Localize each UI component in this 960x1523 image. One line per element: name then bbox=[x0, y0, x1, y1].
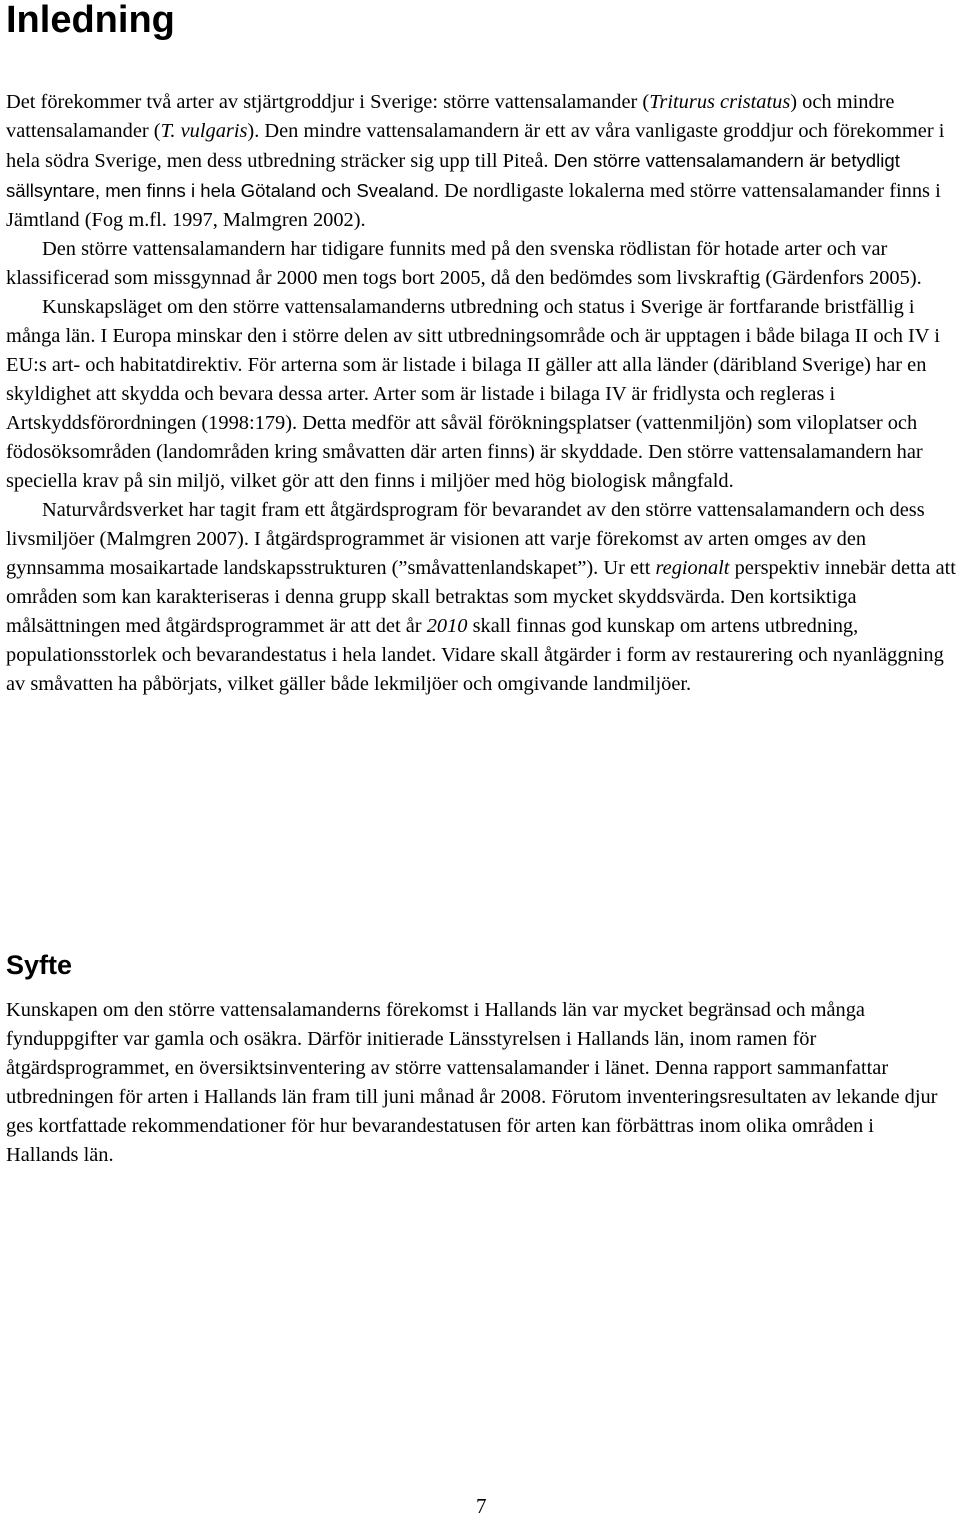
text-run: Det förekommer två arter av stjärtgroddjur i Sverige: större vattensalamander ( bbox=[6, 91, 650, 113]
text-run: ) och mindre vattensalamander ( bbox=[6, 91, 895, 142]
emphasis-italic: 2010 bbox=[426, 615, 468, 637]
section-heading-syfte: Syfte bbox=[6, 950, 73, 980]
intro-paragraph-4 bbox=[6, 496, 956, 699]
intro-paragraph-3: Kunskapsläget om den större vattensalamanderns utbredning och status i Sverige är fortfarande bristfällig i många län. I Europa minskar den i större delen av sitt utbredningsområde och är upptagen i både bilaga II och IV i EU:s art- och habitatdirektiv. För arterna som är listade i bilaga II gäller att alla länder (däribland Sverige) har en skyldighet att skydda och bevara dessa arter. Arter som är listade i bilaga IV är fridlysta och regleras i Artskyddsförordningen (1998:179). Detta medför att såväl förökningsplatser (vattenmiljön) som viloplatser och födosöksområden (landområden kring småvatten där arten finns) är skyddade. Den större vattensalamandern har speciella krav på sin miljö, vilket gör att den finns i miljöer med hög biologisk mångfald. bbox=[6, 296, 940, 492]
species-name-italic: Triturus cristatus bbox=[649, 91, 791, 113]
text-run: Naturvårdsverket har tagit fram ett åtgärdsprogram för bevarandet av den större vattensalamandern och dess livsmiljöer (Malmgren 2007). I åtgärdsprogrammet är visionen att varje förekomst av arten omges av den gynnsamma mosaikartade landskapsstrukturen (”småvattenlandskapet”). Ur ett bbox=[6, 499, 925, 579]
text-run-sans: Den större vattensalamandern är betydligt sällsyntare, men finns i hela Götaland och Svealand. bbox=[6, 150, 900, 201]
intro-section bbox=[6, 88, 956, 699]
emphasis-italic: regionalt bbox=[655, 557, 730, 579]
text-run: skall finnas god kunskap om artens utbredning, populationsstorlek och bevarandestatus i hela landet. Vidare skall åtgärder i form av restaurering och nyanläggning av småvatten ha påbörjats, vilket gäller både lekmiljöer och omgivande landmiljöer. bbox=[6, 615, 944, 695]
purpose-paragraph-1: Kunskapen om den större vattensalamanderns förekomst i Hallands län var mycket begränsad och många fynduppgifter var gamla och osäkra. Därför initierade Länsstyrelsen i Hallands län, inom ramen för åtgärdsprogrammet, en översiktsinventering av större vattensalamander i länet. Denna rapport sammanfattar utbredningen för arten i Hallands län fram till juni månad år 2008. Förutom inventeringsresultaten av lekande djur ges kortfattade rekommendationer för hur bevarandestatusen för arten kan förbättras inom olika områden i Hallands län. bbox=[6, 999, 938, 1166]
purpose-section bbox=[6, 996, 951, 1170]
text-run: ). Den mindre vattensalamandern är ett av våra vanligaste groddjur och förekommer i hela södra Sverige, men dess utbredning sträcker sig upp till Piteå. bbox=[6, 120, 945, 172]
text-run: De nordligaste lokalerna med större vattensalamander finns i Jämtland (Fog m.fl. 1997, Malmgren 2002). bbox=[6, 180, 941, 231]
text-run: perspektiv innebär detta att områden som kan karakteriseras i denna grupp skall betraktas som mycket skyddsvärda. Den kortsiktiga målsättningen med åtgärdsprogrammet är att det år bbox=[6, 557, 956, 637]
intro-paragraph-2: Den större vattensalamandern har tidigare funnits med på den svenska rödlistan för hotade arter och var klassificerad som missgynnad år 2000 men togs bort 2005, då den bedömdes som livskraftig (Gärdenfors 2005). bbox=[6, 238, 922, 289]
intro-paragraph-1 bbox=[6, 88, 956, 235]
species-name-italic: T. vulgaris bbox=[160, 120, 248, 142]
section-heading-inledning: Inledning bbox=[6, 0, 175, 41]
page-number: 7 bbox=[476, 1494, 487, 1518]
